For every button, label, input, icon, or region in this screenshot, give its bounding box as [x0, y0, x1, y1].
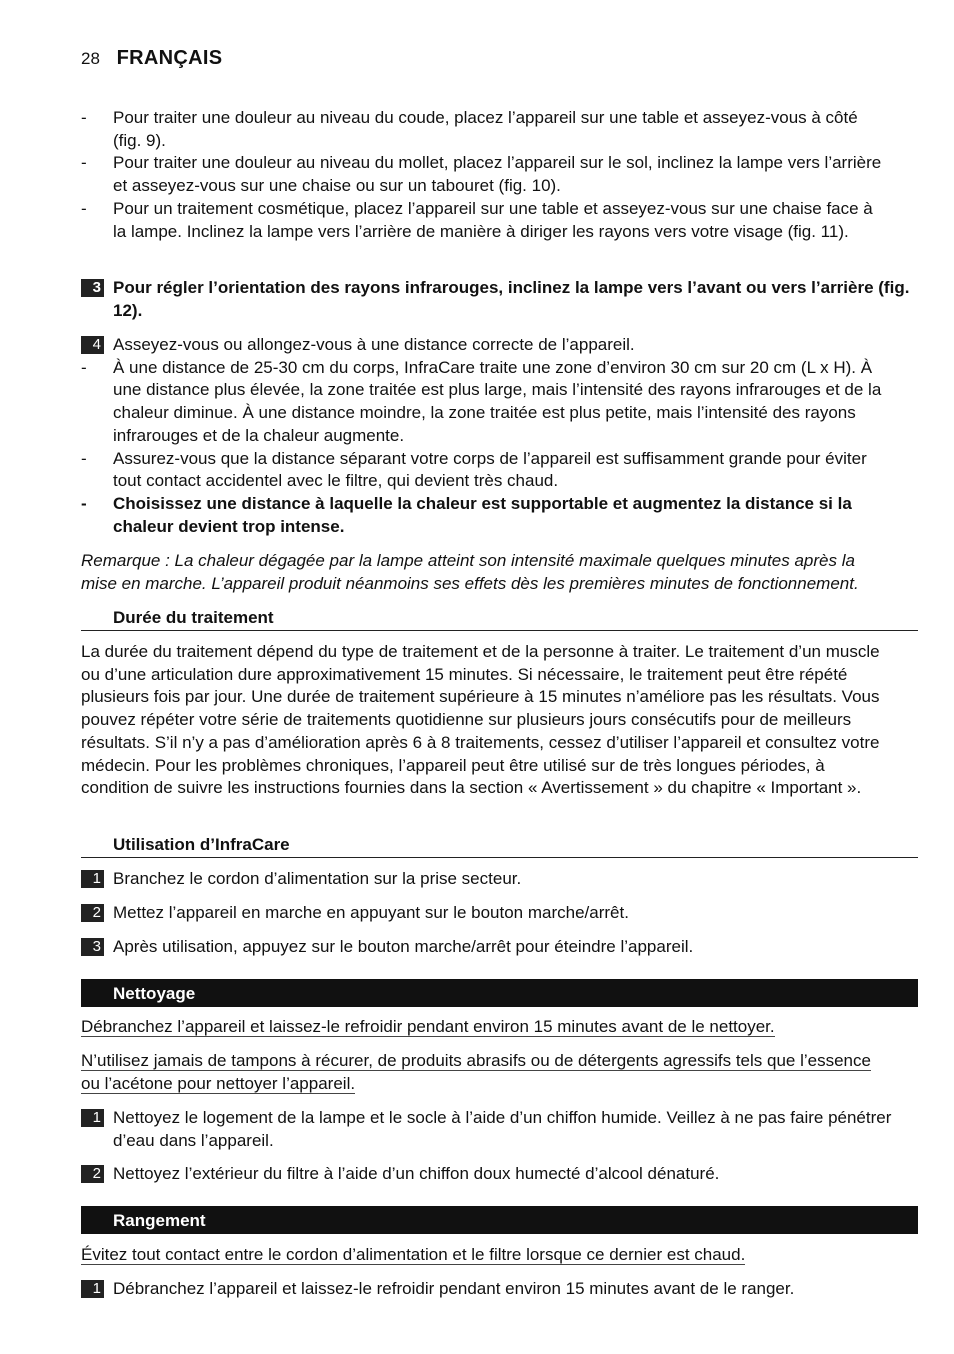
list-item: - Assurez-vous que la distance séparant votre corps de l’appareil est suffisamment grande pour éviter tout contact accidentel avec le filtre, qui devient très chaud.: [81, 448, 867, 491]
list-item: - Choisissez une distance à laquelle la chaleur est supportable et augmentez la distance si la chaleur devient trop intense.: [81, 493, 852, 536]
step-number: 4: [81, 336, 104, 354]
cleaning-step: 2 Nettoyez l’extérieur du filtre à l’aide d’un chiffon doux humecté d’alcool dénaturé.: [81, 1163, 918, 1186]
list-item: - Pour un traitement cosmétique, placez l’appareil sur une table et asseyez-vous sur une chaise face à la lampe. Inclinez la lampe vers l’arrière de manière à diriger les rayons vers votre visage (fig. 11).: [81, 198, 873, 241]
section-title-duration: Durée du traitement: [81, 606, 918, 631]
list-item: - À une distance de 25-30 cm du corps, InfraCare traite une zone d’environ 30 cm sur 20 cm (L x H). À une distance plus élevée, la zone traitée est plus large, mais l’intensité des rayons infrarouges et de la chaleur diminue. À une distance moindre, la zone traitée est plus petite, mais l’intensité des rayons infrarouges et de la chaleur augmente.: [81, 357, 882, 445]
step-3: 3 Pour régler l’orientation des rayons infrarouges, inclinez la lampe vers l’avant ou vers l’arrière (fig. 12).: [81, 277, 918, 322]
section-bar-cleaning: Nettoyage: [81, 979, 918, 1007]
language-title: FRANÇAIS: [116, 47, 223, 69]
step-4: 4 Asseyez-vous ou allongez-vous à une distance correcte de l’appareil.: [81, 334, 886, 357]
step-number: 1: [81, 1109, 104, 1127]
step-4-block: [81, 334, 886, 538]
cleaning-step: 1 Nettoyez le logement de la lampe et le socle à l’aide d’un chiffon humide. Veillez à ne pas faire pénétrer d’eau dans l’appareil.: [81, 1107, 918, 1152]
page-number: 28: [81, 49, 100, 68]
step-number: 2: [81, 904, 104, 922]
section-title-usage: Utilisation d’InfraCare: [81, 833, 918, 858]
step-number: 3: [81, 938, 104, 956]
usage-step: 3 Après utilisation, appuyez sur le bouton marche/arrêt pour éteindre l’appareil.: [81, 936, 918, 959]
list-item: - Pour traiter une douleur au niveau du mollet, placez l’appareil sur le sol, inclinez la lampe vers l’arrière et asseyez-vous sur une chaise ou sur un tabouret (fig. 10).: [81, 153, 882, 196]
step-number: 1: [81, 870, 104, 888]
cleaning-warning: Débranchez l’appareil et laissez-le refroidir pendant environ 15 minutes avant de le nettoyer.: [81, 1017, 775, 1036]
usage-step: 2 Mettez l’appareil en marche en appuyant sur le bouton marche/arrêt.: [81, 902, 918, 925]
storage-warning: Évitez tout contact entre le cordon d’alimentation et le filtre lorsque ce dernier est chaud.: [81, 1245, 746, 1264]
cleaning-warning: N’utilisez jamais de tampons à récurer, de produits abrasifs ou de détergents agressifs tels que l’essence ou l’acétone pour nettoyer l’appareil.: [81, 1051, 871, 1093]
section-bar-storage: Rangement: [81, 1206, 918, 1234]
step-number: 1: [81, 1280, 104, 1298]
note: Remarque : La chaleur dégagée par la lampe atteint son intensité maximale quelques minutes après la mise en marche. L’appareil produit néanmoins ses effets dès les premières minutes de fonctionnement.: [81, 551, 859, 593]
storage-step: 1 Débranchez l’appareil et laissez-le refroidir pendant environ 15 minutes avant de le ranger.: [81, 1278, 918, 1301]
step-number: 2: [81, 1165, 104, 1183]
page-header: [81, 47, 222, 70]
duration-text: La durée du traitement dépend du type de traitement et de la personne à traiter. Le traitement d’un muscle ou d’une articulation dure approximativement 15 minutes. Si nécessaire, le traitement peut être répété plusieurs fois par jour. Une durée de traitement supérieure à 15 minutes n’améliore pas les résultats. Vous pouvez répéter votre série de traitements quotidienne sur plusieurs jours consécutifs pour de meilleurs résultats. S’il n’y a pas d’amélioration après 6 à 8 traitements, cessez d’utiliser l’appareil et consultez votre médecin. Pour les problèmes chroniques, l’appareil peut être utilisé sur de très longues périodes, à condition de suivre les instructions fournies dans la section « Avertissement » du chapitre « Important ».: [81, 642, 880, 798]
list-item: - Pour traiter une douleur au niveau du coude, placez l’appareil sur une table et asseyez-vous à côté (fig. 9).: [81, 108, 858, 150]
usage-step: 1 Branchez le cordon d’alimentation sur la prise secteur.: [81, 868, 918, 891]
step-number: 3: [81, 279, 104, 297]
intro-bullet-list: [81, 107, 886, 243]
